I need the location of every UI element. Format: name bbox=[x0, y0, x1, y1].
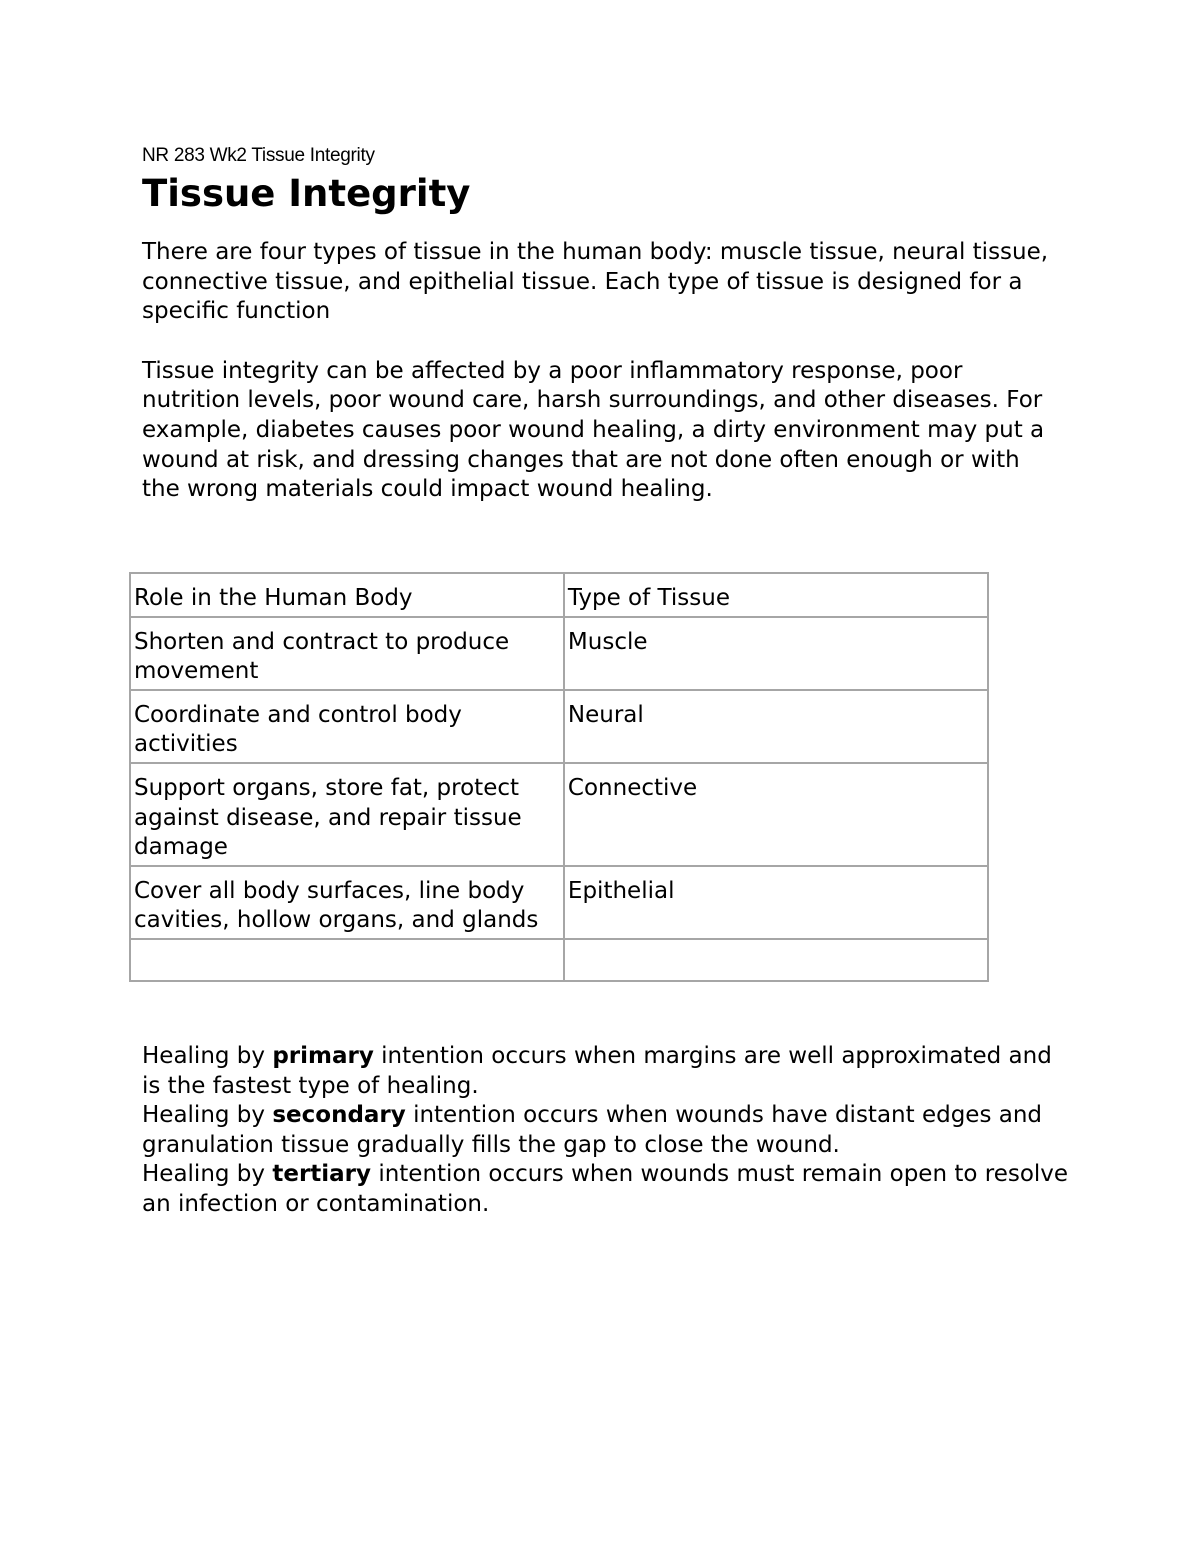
healing-primary-paragraph bbox=[142, 1042, 1072, 1101]
healing-tertiary-text: intention occurs when wounds must remain open to resolve an infection or contamination. bbox=[142, 1161, 1069, 1217]
table-cell-type: Connective bbox=[564, 763, 988, 866]
table-header-role: Role in the Human Body bbox=[130, 573, 564, 617]
healing-section bbox=[142, 1042, 1072, 1220]
healing-primary-lead: Healing by bbox=[142, 1043, 273, 1069]
table-header-type: Type of Tissue bbox=[564, 573, 988, 617]
tissue-table bbox=[129, 572, 989, 982]
healing-tertiary-lead: Healing by bbox=[142, 1161, 273, 1188]
table-cell-role: Cover all body surfaces, line body cavities, hollow organs, and glands bbox=[130, 866, 564, 939]
healing-secondary-lead: Healing by bbox=[142, 1102, 273, 1129]
table-row bbox=[130, 866, 988, 939]
table-cell-role: Shorten and contract to produce movement bbox=[130, 617, 564, 690]
table-cell-type: Epithelial bbox=[564, 866, 988, 939]
document-body bbox=[142, 140, 1062, 505]
healing-primary-text: intention occurs when margins are well approximated and is the fastest type of healing. bbox=[142, 1043, 1052, 1099]
table-cell-type bbox=[564, 939, 988, 981]
table-cell-role: Support organs, store fat, protect against disease, and repair tissue damage bbox=[130, 763, 564, 866]
healing-tertiary-paragraph bbox=[142, 1160, 1072, 1219]
intro-paragraph-tissue-integrity: Tissue integrity can be affected by a poor inflammatory response, poor nutrition levels, poor wound care, harsh surroundings, and other diseases. For example, diabetes causes poor wound healing, a dirty environment may put a wound at risk, and dressing changes that are not done often enough or with the wrong materials could impact wound healing. bbox=[142, 357, 1045, 503]
table-cell-role: Coordinate and control body activities bbox=[130, 690, 564, 763]
table-row bbox=[130, 763, 988, 866]
table-cell-role bbox=[130, 939, 564, 981]
healing-secondary-text: intention occurs when wounds have distant edges and granulation tissue gradually fills the gap to close the wound. bbox=[142, 1102, 1043, 1158]
intro-paragraph-tissue-types: There are four types of tissue in the human body: muscle tissue, neural tissue, connective tissue, and epithelial tissue. Each type of tissue is designed for a specific function bbox=[142, 239, 1049, 325]
table-row bbox=[130, 690, 988, 763]
healing-secondary-term: secondary bbox=[272, 1102, 406, 1129]
table-cell-type: Neural bbox=[564, 690, 988, 763]
table-row bbox=[130, 617, 988, 690]
healing-primary-term: primary bbox=[272, 1043, 374, 1069]
page-title: Tissue Integrity bbox=[142, 172, 471, 215]
healing-tertiary-term: tertiary bbox=[272, 1161, 372, 1188]
table-cell-type: Muscle bbox=[564, 617, 988, 690]
healing-secondary-paragraph bbox=[142, 1101, 1072, 1160]
paragraph-spacer bbox=[142, 327, 1062, 357]
table-header-row bbox=[130, 573, 988, 617]
course-header: NR 283 Wk2 Tissue Integrity bbox=[142, 145, 375, 166]
table-row-empty bbox=[130, 939, 988, 981]
